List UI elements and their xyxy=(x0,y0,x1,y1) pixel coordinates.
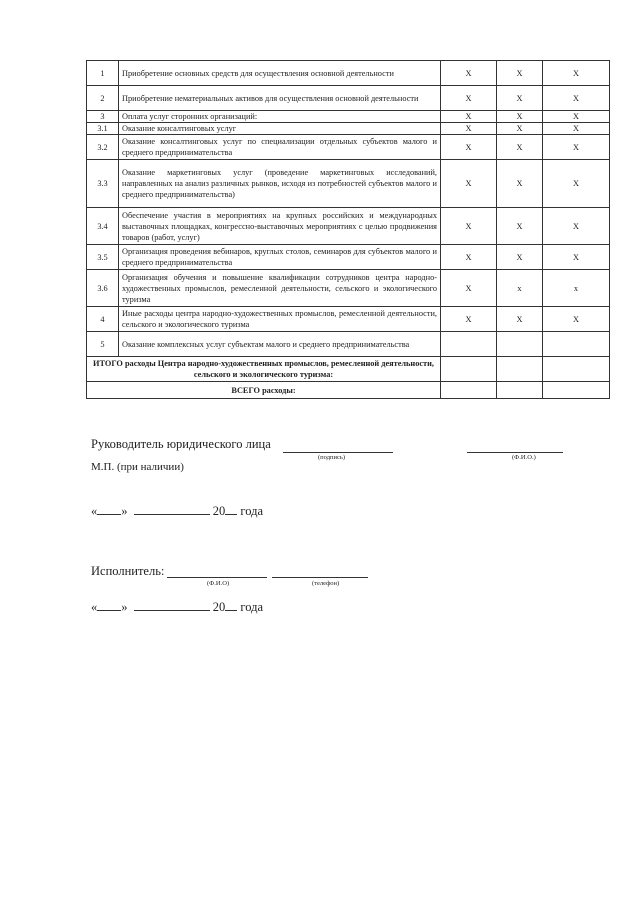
date-open-quote: « xyxy=(91,600,98,614)
itogo-value-2 xyxy=(497,357,543,382)
table-row xyxy=(87,135,610,160)
row-mark: X xyxy=(543,245,610,270)
row-mark: X xyxy=(543,160,610,208)
row-mark: X xyxy=(543,61,610,86)
row-mark: X xyxy=(497,111,543,123)
vsego-value-3 xyxy=(543,382,610,399)
row-number: 1 xyxy=(87,61,119,86)
row-mark: X xyxy=(543,208,610,245)
executor-fio-caption: (Ф.И.О) xyxy=(207,580,230,587)
row-mark: X xyxy=(543,135,610,160)
row-mark: X xyxy=(497,86,543,111)
table-row xyxy=(87,307,610,332)
row-mark: X xyxy=(441,307,497,332)
row-mark xyxy=(497,332,543,357)
vsego-value-2 xyxy=(497,382,543,399)
row-mark: X xyxy=(543,307,610,332)
date-open-quote: « xyxy=(91,504,98,518)
row-number: 3.5 xyxy=(87,245,119,270)
expense-table xyxy=(86,60,610,399)
date-year: 20 xyxy=(212,600,226,614)
date-close-quote: » xyxy=(121,600,128,614)
row-mark: X xyxy=(497,307,543,332)
row-number: 5 xyxy=(87,332,119,357)
row-description: Оказание консалтинговых услуг xyxy=(119,123,441,135)
row-mark: X xyxy=(543,86,610,111)
vsego-label: ВСЕГО расходы: xyxy=(87,382,441,399)
expense-table-body xyxy=(87,61,610,399)
table-row xyxy=(87,332,610,357)
table-row xyxy=(87,111,610,123)
row-description: Приобретение основных средств для осуществления основной деятельности xyxy=(119,61,441,86)
row-mark xyxy=(441,332,497,357)
vsego-value-1 xyxy=(441,382,497,399)
row-mark: x xyxy=(543,270,610,307)
row-mark xyxy=(543,332,610,357)
row-description: Оказание консалтинговых услуг по специализации отдельных субъектов малого и среднего предпринимательства xyxy=(119,135,441,160)
executor-label: Исполнитель: xyxy=(91,564,165,578)
row-mark: X xyxy=(441,270,497,307)
row-mark: X xyxy=(497,245,543,270)
row-number: 3.1 xyxy=(87,123,119,135)
row-mark: X xyxy=(497,61,543,86)
vsego-row xyxy=(87,382,610,399)
row-number: 3 xyxy=(87,111,119,123)
row-mark: X xyxy=(497,160,543,208)
row-mark: X xyxy=(441,123,497,135)
table-row xyxy=(87,123,610,135)
mp-label: М.П. (при наличии) xyxy=(91,461,184,473)
row-mark: X xyxy=(441,86,497,111)
table-row xyxy=(87,208,610,245)
date-suffix: года xyxy=(240,600,263,614)
row-description: Организация проведения вебинаров, круглых столов, семинаров для субъектов малого и среднего предпринимательства xyxy=(119,245,441,270)
podpis-caption: (подпись) xyxy=(318,454,345,461)
date-year: 20 xyxy=(212,504,226,518)
date-field xyxy=(91,504,263,519)
row-description: Оказание комплексных услуг субъектам малого и среднего предпринимательства xyxy=(119,332,441,357)
row-mark: X xyxy=(441,160,497,208)
row-mark: X xyxy=(497,135,543,160)
head-label: Руководитель юридического лица xyxy=(91,437,271,451)
row-number: 4 xyxy=(87,307,119,332)
table-row xyxy=(87,245,610,270)
row-number: 3.6 xyxy=(87,270,119,307)
row-description: Организация обучения и повышение квалификации сотрудников центра народно-художественных промыслов, ремесленной деятельности, сельского и экологического туризма xyxy=(119,270,441,307)
date-close-quote: » xyxy=(121,504,128,518)
row-number: 2 xyxy=(87,86,119,111)
executor-phone-caption: (телефон) xyxy=(312,580,340,587)
table-row xyxy=(87,160,610,208)
signature-line xyxy=(283,452,393,453)
fio-line xyxy=(467,452,563,453)
row-mark: X xyxy=(497,208,543,245)
row-mark: X xyxy=(441,245,497,270)
itogo-row xyxy=(87,357,610,382)
table-row xyxy=(87,270,610,307)
row-description: Приобретение нематериальных активов для осуществления основной деятельности xyxy=(119,86,441,111)
row-number: 3.2 xyxy=(87,135,119,160)
executor-fio-line xyxy=(167,577,267,578)
row-mark: X xyxy=(543,111,610,123)
table-row xyxy=(87,61,610,86)
row-mark: X xyxy=(543,123,610,135)
date-suffix: года xyxy=(240,504,263,518)
row-mark: X xyxy=(441,135,497,160)
row-description: Оплата услуг сторонних организаций: xyxy=(119,111,441,123)
row-number: 3.3 xyxy=(87,160,119,208)
itogo-label: ИТОГО расходы Центра народно-художественных промыслов, ремесленной деятельности, сельского и экологического туризма: xyxy=(87,357,441,382)
row-mark: X xyxy=(441,208,497,245)
row-mark: X xyxy=(441,111,497,123)
row-mark: x xyxy=(497,270,543,307)
row-number: 3.4 xyxy=(87,208,119,245)
itogo-value-3 xyxy=(543,357,610,382)
row-mark: X xyxy=(441,61,497,86)
row-mark: X xyxy=(497,123,543,135)
row-description: Оказание маркетинговых услуг (проведение маркетинговых исследований, направленных на анализ различных рынков, исходя из потребностей субъектов малого и среднего предпринимательства) xyxy=(119,160,441,208)
executor-phone-line xyxy=(272,577,368,578)
itogo-value-1 xyxy=(441,357,497,382)
executor-date-field xyxy=(91,600,263,615)
fio-caption: (Ф.И.О.) xyxy=(512,454,536,461)
row-description: Обеспечение участия в мероприятиях на крупных российских и международных выставочных площадках, конгрессно-выставочных мероприятиях с целью продвижения товаров (работ, услуг) xyxy=(119,208,441,245)
table-row xyxy=(87,86,610,111)
row-description: Иные расходы центра народно-художественных промыслов, ремесленной деятельности, сельского и экологического туризма xyxy=(119,307,441,332)
